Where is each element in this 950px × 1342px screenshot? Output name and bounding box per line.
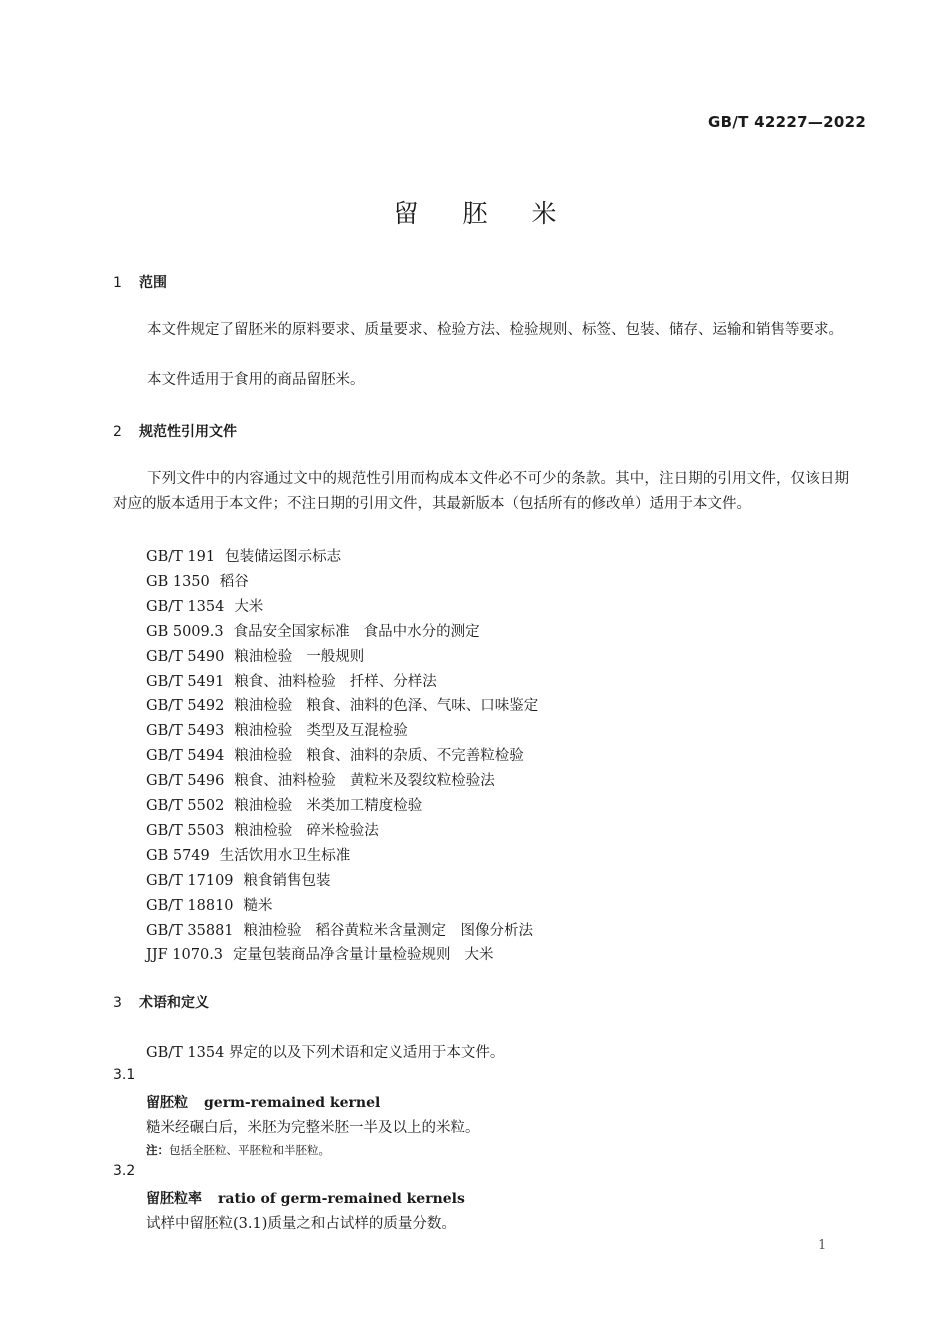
reference-title: 定量包装商品净含量计量检验规则 bbox=[233, 947, 451, 964]
reference-subtitle: 食品中水分的测定 bbox=[363, 623, 480, 640]
reference-subtitle: 类型及互混检验 bbox=[306, 723, 408, 740]
reference-code: GB/T 35881 bbox=[146, 922, 234, 939]
section-1-para-2: 本文件适用于食用的商品留胚米。 bbox=[147, 372, 365, 388]
term-3-1-en: germ-remained kernel bbox=[204, 1095, 381, 1111]
reference-code: GB/T 5492 bbox=[146, 698, 225, 715]
reference-subtitle: 大米 bbox=[464, 947, 494, 964]
section-2-title: 规范性引用文件 bbox=[139, 424, 237, 440]
reference-code: GB/T 5503 bbox=[146, 822, 225, 839]
reference-subtitle: 一般规则 bbox=[306, 648, 365, 665]
section-3-intro: GB/T 1354 界定的以及下列术语和定义适用于本文件。 bbox=[146, 1045, 505, 1061]
reference-title: 糙米 bbox=[243, 897, 273, 914]
reference-subtitle: 粮食、油料的杂质、不完善粒检验 bbox=[306, 748, 524, 765]
clause-3-1-number: 3.1 bbox=[113, 1067, 136, 1083]
reference-code: JJF 1070.3 bbox=[146, 947, 224, 964]
section-3-number: 3 bbox=[113, 995, 122, 1011]
term-3-2 bbox=[146, 1188, 465, 1208]
reference-item bbox=[146, 919, 533, 940]
term-3-1-definition: 糙米经碾白后，米胚为完整米胚一半及以上的米粒。 bbox=[146, 1120, 480, 1136]
reference-code: GB/T 5494 bbox=[146, 748, 225, 765]
reference-subtitle: 粮食、油料的色泽、气味、口味鉴定 bbox=[306, 698, 539, 715]
reference-subtitle: 稻谷黄粒米含量测定 图像分析法 bbox=[315, 922, 534, 939]
term-3-1-note bbox=[146, 1142, 330, 1158]
reference-item bbox=[146, 645, 364, 666]
reference-title: 生活饮用水卫生标准 bbox=[219, 847, 351, 864]
reference-item bbox=[146, 943, 494, 964]
title-char-1: 留 bbox=[393, 199, 419, 228]
reference-code: GB 1350 bbox=[146, 573, 210, 590]
reference-title: 稻谷 bbox=[219, 573, 249, 590]
title-char-2: 胚 bbox=[462, 199, 488, 228]
reference-item bbox=[146, 744, 524, 765]
title-char-3: 米 bbox=[531, 199, 557, 228]
term-3-1 bbox=[146, 1092, 380, 1112]
page-number: 1 bbox=[818, 1238, 827, 1253]
section-1-para-1: 本文件规定了留胚米的原料要求、质量要求、检验方法、检验规则、标签、包装、储存、运输和销售等要求。 bbox=[147, 322, 843, 338]
term-3-2-en: ratio of germ-remained kernels bbox=[218, 1191, 465, 1207]
reference-title: 粮食、油料检验 bbox=[234, 673, 336, 690]
reference-item bbox=[146, 620, 480, 641]
term-3-1-note-text: 包括全胚粒、平胚粒和半胚粒。 bbox=[169, 1143, 330, 1157]
reference-item bbox=[146, 844, 350, 865]
reference-subtitle: 碎米检验法 bbox=[306, 822, 379, 839]
reference-code: GB/T 5496 bbox=[146, 773, 225, 790]
section-2-number: 2 bbox=[113, 424, 122, 440]
page-title bbox=[0, 194, 950, 230]
term-3-2-definition: 试样中留胚粒(3.1)质量之和占试样的质量分数。 bbox=[146, 1216, 456, 1232]
reference-title: 粮油检验 bbox=[234, 723, 293, 740]
standard-code: GB/T 42227—2022 bbox=[708, 113, 867, 131]
section-1-title: 范围 bbox=[139, 275, 167, 291]
reference-item bbox=[146, 694, 538, 715]
term-3-1-zh: 留胚粒 bbox=[146, 1095, 188, 1111]
section-3-heading bbox=[113, 992, 209, 1012]
section-2-heading bbox=[113, 421, 237, 441]
reference-code: GB/T 5502 bbox=[146, 798, 225, 814]
reference-title: 粮油检验 bbox=[234, 698, 293, 715]
reference-title: 粮食销售包装 bbox=[243, 872, 331, 889]
reference-item bbox=[146, 894, 273, 915]
section-2-intro: 下列文件中的内容通过文中的规范性引用而构成本文件必不可少的条款。其中，注日期的引用文件，仅该日期对应的版本适用于本文件；不注日期的引用文件，其最新版本（包括所有的修改单）适用于本文件。 bbox=[113, 471, 849, 512]
reference-item bbox=[146, 670, 437, 691]
reference-title: 粮油检验 bbox=[234, 748, 293, 765]
reference-code: GB/T 5493 bbox=[146, 723, 225, 740]
reference-code: GB/T 17109 bbox=[146, 872, 234, 889]
reference-item bbox=[146, 595, 263, 616]
reference-title: 食品安全国家标准 bbox=[233, 623, 350, 640]
reference-title: 大米 bbox=[234, 598, 264, 615]
reference-subtitle: 黄粒米及裂纹粒检验法 bbox=[349, 773, 495, 790]
reference-title: 粮油检验 bbox=[234, 798, 293, 814]
section-3-title: 术语和定义 bbox=[139, 995, 209, 1011]
reference-title: 粮油检验 bbox=[234, 822, 293, 839]
section-1-number: 1 bbox=[113, 275, 122, 291]
reference-title: 包装储运图示标志 bbox=[225, 549, 342, 565]
reference-item bbox=[146, 545, 341, 566]
clause-3-2-number: 3.2 bbox=[113, 1163, 136, 1179]
reference-item bbox=[146, 769, 495, 790]
reference-title: 粮油检验 bbox=[234, 648, 293, 665]
reference-subtitle: 米类加工精度检验 bbox=[306, 798, 423, 814]
reference-title: 粮食、油料检验 bbox=[234, 773, 336, 790]
reference-item bbox=[146, 794, 422, 815]
reference-code: GB/T 191 bbox=[146, 549, 216, 565]
reference-item bbox=[146, 819, 379, 840]
section-1-heading bbox=[113, 272, 167, 292]
reference-code: GB/T 5490 bbox=[146, 648, 225, 665]
reference-item bbox=[146, 719, 408, 740]
term-3-2-zh: 留胚粒率 bbox=[146, 1191, 202, 1207]
reference-item bbox=[146, 869, 331, 890]
term-3-1-note-label: 注： bbox=[146, 1143, 169, 1157]
reference-item bbox=[146, 570, 249, 591]
reference-title: 粮油检验 bbox=[243, 922, 302, 939]
reference-code: GB/T 1354 bbox=[146, 598, 225, 615]
reference-code: GB/T 5491 bbox=[146, 673, 225, 690]
reference-code: GB 5749 bbox=[146, 847, 210, 864]
reference-code: GB 5009.3 bbox=[146, 623, 224, 640]
reference-code: GB/T 18810 bbox=[146, 897, 234, 914]
reference-subtitle: 扦样、分样法 bbox=[349, 673, 437, 690]
